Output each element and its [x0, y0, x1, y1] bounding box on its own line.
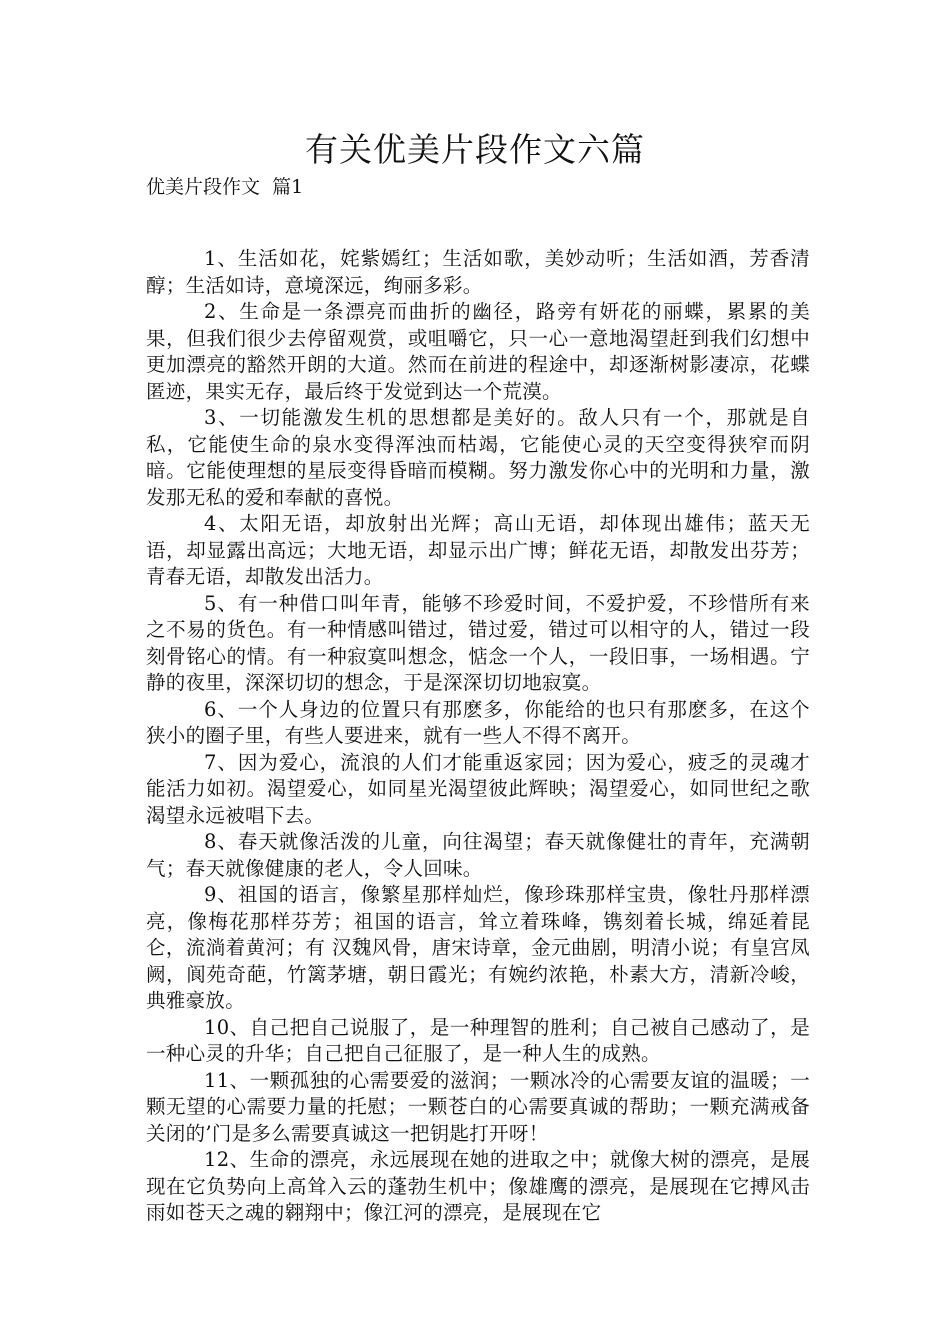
paragraph: 12、生命的漂亮，永远展现在她的进取之中；就像大树的漂亮，是展现在它负势向上高耸入云的蓬勃生机中；像雄鹰的漂亮，是展现在它搏风击雨如苍天之魂的翱翔中；像江河的漂亮，是展现在它 [146, 1148, 810, 1224]
paragraph: 7、因为爱心，流浪的人们才能重返家园；因为爱心，疲乏的灵魂才能活力如初。渴望爱心，如同星光渴望彼此辉映；渴望爱心，如同世纪之歌渴望永远被唱下去。 [146, 750, 810, 827]
paragraph: 1、生活如花，姹紫嫣红；生活如歌，美妙动听；生活如酒，芳香清醇；生活如诗，意境深远，绚丽多彩。 [146, 247, 810, 297]
paragraph: 8、春天就像活泼的儿童，向往渴望；春天就像健壮的青年，充满朝气；春天就像健康的老人，令人回味。 [146, 830, 810, 880]
paragraph: 10、自己把自己说服了，是一种理智的胜利；自己被自己感动了，是一种心灵的升华；自己把自己征服了，是一种人生的成熟。 [146, 1015, 810, 1065]
paragraph: 5、有一种借口叫年青，能够不珍爱时间，不爱护爱，不珍惜所有来之不易的货色。有一种情感叫错过，错过爱，错过可以相守的人，错过一段刻骨铭心的情。有一种寂寞叫想念，惦念一个人，一段旧事，一场相遇。宁静的夜里，深深切切的想念，于是深深切切地寂寞。 [146, 591, 810, 694]
paragraph: 3、一切能激发生机的思想都是美好的。敌人只有一个，那就是自私，它能使生命的泉水变得浑浊而枯竭，它能使心灵的天空变得狭窄而阴暗。它能使理想的星辰变得昏暗而模糊。努力激发你心中的光明和力量，激发那无私的爱和奉献的喜悦。 [146, 406, 810, 509]
document-body [146, 246, 810, 1227]
document-title: 有关优美片段作文六篇 [305, 130, 645, 169]
paragraph: 11、一颗孤独的心需要爱的滋润；一颗冰冷的心需要友谊的温暖；一颗无望的心需要力量的托慰；一颗苍白的心需要真诚的帮助；一颗充满戒备关闭的’门是多么需要真诚这一把钥匙打开呀！ [146, 1068, 810, 1145]
paragraph: 2、生命是一条漂亮而曲折的幽径，路旁有妍花的丽蝶，累累的美果，但我们很少去停留观赏，或咀嚼它，只一心一意地渴望赶到我们幻想中更加漂亮的豁然开朗的大道。然而在前进的程途中，却逐渐树影凄凉，花蝶匿迹，果实无存，最后终于发觉到达一个荒漠。 [146, 300, 810, 403]
paragraph: 9、祖国的语言，像繁星那样灿烂，像珍珠那样宝贵，像牡丹那样漂亮，像梅花那样芬芳；祖国的语言，耸立着珠峰，镌刻着长城，绵延着昆仑，流淌着黄河；有 汉魏风骨，唐宋诗章，金元曲剧，明清小说；有皇宫凤阙，阆苑奇葩，竹篱茅塘，朝日霞光；有婉约浓艳，朴素大方，清新冷峻，典雅豪放。 [146, 883, 810, 1012]
paragraph: 6、一个人身边的位置只有那麽多，你能给的也只有那麽多，在这个狭小的圈子里，有些人要进来，就有一些人不得不离开。 [146, 697, 810, 747]
paragraph: 4、太阳无语，却放射出光辉；高山无语，却体现出雄伟；蓝天无语，却显露出高远；大地无语，却显示出广博；鲜花无语，却散发出芬芳；青春无语，却散发出活力。 [146, 512, 810, 588]
section-heading: 优美片段作文 篇1 [146, 176, 304, 198]
